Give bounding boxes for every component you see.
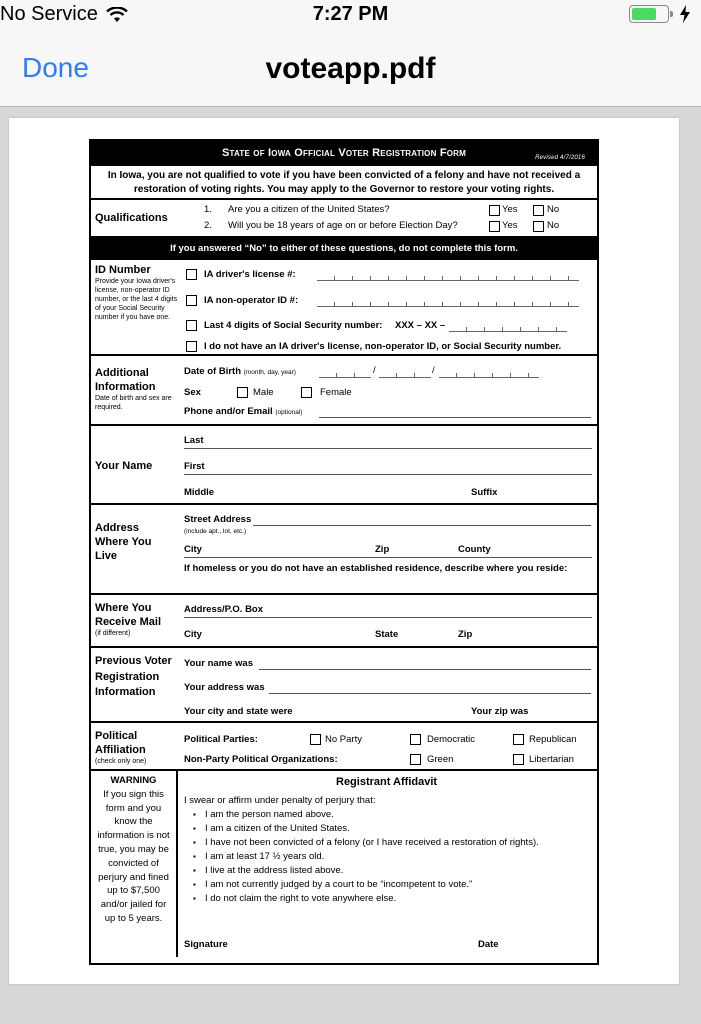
residence-label: Address Where You Live [95, 522, 152, 562]
affidavit-statement: ▪ I am a citizen of the United States. [205, 822, 539, 836]
no-id-label: I do not have an IA driver's license, non-operator ID, or Social Security number. [204, 341, 562, 352]
political-parties-label: Political Parties: [184, 734, 258, 745]
mailing-section [91, 595, 597, 648]
revised-date: Revised 4/7/2016 [535, 155, 585, 161]
previous-name-field[interactable] [259, 669, 591, 670]
previous-address-label: Your address was [184, 682, 265, 693]
affidavit-statement: ▪ I am not currently judged by a court to be “incompetent to vote.” [205, 878, 539, 892]
dob-label [184, 366, 296, 379]
previous-address-field[interactable] [269, 693, 591, 694]
mail-address-label: Address/P.O. Box [184, 604, 264, 615]
dob-slash-1: / [373, 365, 376, 376]
carrier-label: No Service [0, 3, 98, 25]
male-label: Male [253, 387, 274, 398]
ssn-prefix: XXX – XX – [395, 320, 446, 331]
pdf-page[interactable] [9, 118, 679, 984]
dob-slash-2: / [432, 365, 435, 376]
previous-zip-label: Your zip was [471, 706, 529, 717]
question-1-number: 1. [204, 204, 212, 215]
mail-zip-label: Zip [458, 629, 473, 640]
id-number-label [95, 263, 179, 322]
male-checkbox[interactable] [237, 387, 248, 398]
q2-no-label: No [547, 220, 560, 231]
female-checkbox[interactable] [301, 387, 312, 398]
additional-info-title: Additional Information [95, 367, 156, 393]
drivers-license-label: IA driver's license #: [204, 269, 296, 280]
felony-notice-line1: In Iowa, you are not qualified to vote if you have been convicted of a felony and have not received a [107, 170, 581, 181]
street-address-field[interactable] [253, 525, 591, 526]
affidavit-intro: I swear or affirm under penalty of perjury that: [184, 795, 376, 806]
street-address-label: Street Address [184, 514, 252, 525]
q1-no-label: No [547, 204, 560, 215]
democratic-label: Democratic [427, 734, 476, 745]
street-address-hint: (include apt., lot, etc.) [184, 528, 247, 535]
drivers-license-checkbox[interactable] [186, 269, 197, 280]
affidavit-statement: ▪ I am the person named above. [205, 808, 539, 822]
affidavit-statement: ▪ I am at least 17 ½ years old. [205, 850, 539, 864]
last-name-label: Last [184, 435, 204, 446]
first-name-label: First [184, 461, 205, 472]
affidavit-statement: ▪ I live at the address listed above. [205, 864, 539, 878]
perjury-warning [91, 771, 178, 957]
name-section [91, 426, 597, 505]
battery-group [629, 5, 691, 23]
no-id-checkbox[interactable] [186, 341, 197, 352]
residence-city-label: City [184, 544, 202, 555]
green-checkbox[interactable] [410, 754, 421, 765]
charging-bolt-icon [679, 5, 691, 23]
battery-icon [629, 5, 669, 23]
dob-month-field[interactable] [319, 373, 371, 378]
felony-notice-line2: restoration of voting rights. You may apply to the Governor to restore your voting rights. [133, 183, 555, 195]
date-label: Date [478, 939, 499, 950]
form-title: State of Iowa Official Voter Registration Form [221, 147, 467, 159]
ssn-checkbox[interactable] [186, 320, 197, 331]
felony-notice [91, 166, 597, 200]
additional-info-label [95, 366, 179, 412]
affidavit-statement: ▪ I do not claim the right to vote anywhere else. [205, 892, 539, 906]
sex-label: Sex [184, 387, 201, 398]
qualifications-section [91, 200, 597, 238]
warning-text: If you sign this form and you know the information is not true, you may be convicted of perjury and fined up to $7,500 and/or jailed for up to 5 years. [97, 788, 170, 924]
affidavit-statements [205, 808, 539, 906]
name-label: Your Name [95, 460, 153, 472]
question-1: Are you a citizen of the United States? [228, 204, 390, 215]
mail-state-label: State [375, 629, 399, 640]
warning-title: WARNING [110, 775, 157, 786]
city-zip-county-field[interactable] [184, 557, 592, 558]
mailing-title: Where You Receive Mail [95, 602, 162, 628]
form-title-bar [91, 141, 597, 166]
no-party-checkbox[interactable] [310, 734, 321, 745]
female-label: Female [320, 387, 352, 398]
republican-label: Republican [529, 734, 577, 745]
navigation-bar [0, 30, 701, 107]
non-party-orgs-label: Non-Party Political Organizations: [184, 754, 338, 765]
dob-title: Date of Birth [184, 366, 241, 377]
mail-address-field[interactable] [184, 617, 592, 618]
clock: 7:27 PM [312, 3, 389, 25]
previous-registration-section [91, 648, 597, 723]
signature-label: Signature [184, 939, 228, 950]
qualifications-label: Qualifications [95, 212, 168, 224]
affidavit-section [91, 771, 597, 957]
non-operator-id-field[interactable] [317, 302, 579, 307]
q2-yes-checkbox[interactable] [489, 221, 500, 232]
done-button[interactable]: Done [22, 52, 89, 83]
non-operator-id-checkbox[interactable] [186, 295, 197, 306]
phone-email-title: Phone and/or Email [184, 406, 273, 417]
document-title: voteapp.pdf [265, 52, 436, 85]
question-2-number: 2. [204, 220, 212, 231]
affidavit-statement: ▪ I have not been convicted of a felony (or I have received a restoration of rights). [205, 836, 539, 850]
eligibility-warning: If you answered “No” to either of these questions, do not complete this form. [170, 243, 518, 254]
first-name-field[interactable] [184, 474, 592, 475]
dob-day-field[interactable] [379, 373, 431, 378]
eligibility-warning-bar [91, 238, 597, 260]
libertarian-checkbox[interactable] [513, 754, 524, 765]
ssn-field[interactable] [449, 327, 567, 332]
previous-registration-label: Previous Voter Registration Information [95, 655, 172, 698]
homeless-label: If homeless or you do not have an established residence, describe where you reside: [184, 563, 568, 574]
affidavit-title: Registrant Affidavit [336, 776, 438, 788]
id-number-help: Provide your Iowa driver's license, non-operator ID number, or the last 4 digits of your Social Security number if you have one. [95, 278, 178, 321]
id-number-title: ID Number [95, 264, 151, 276]
republican-checkbox[interactable] [513, 734, 524, 745]
democratic-checkbox[interactable] [410, 734, 421, 745]
q2-no-checkbox[interactable] [533, 221, 544, 232]
mailing-help: (if different) [95, 630, 131, 637]
mail-city-label: City [184, 629, 202, 640]
phone-email-field[interactable] [319, 417, 591, 418]
political-affiliation-label [95, 729, 175, 766]
q1-yes-checkbox[interactable] [489, 205, 500, 216]
no-party-label: No Party [325, 734, 362, 745]
q2-yes-label: Yes [502, 220, 518, 231]
political-affiliation-section [91, 723, 597, 771]
suffix-label: Suffix [471, 487, 498, 498]
residence-zip-label: Zip [375, 544, 390, 555]
libertarian-label: Libertarian [529, 754, 574, 765]
voter-registration-form [89, 139, 599, 965]
mailing-label [95, 601, 175, 638]
status-bar [0, 0, 701, 30]
additional-info-help: Date of birth and sex are required. [95, 395, 172, 411]
non-operator-id-label: IA non-operator ID #: [204, 295, 299, 306]
residence-section [91, 505, 597, 595]
green-label: Green [427, 754, 454, 765]
previous-name-label: Your name was [184, 658, 253, 669]
drivers-license-field[interactable] [317, 276, 579, 281]
political-affiliation-help: (check only one) [95, 758, 147, 765]
phone-email-optional: (optional) [275, 409, 303, 416]
previous-city-state-label: Your city and state were [184, 706, 293, 717]
middle-name-label: Middle [184, 487, 215, 498]
phone-email-label [184, 406, 302, 419]
last-name-field[interactable] [184, 448, 592, 449]
additional-info-section [91, 356, 597, 426]
id-number-section [91, 260, 597, 356]
q1-no-checkbox[interactable] [533, 205, 544, 216]
residence-county-label: County [458, 544, 491, 555]
dob-hint: (month, day, year) [243, 369, 296, 376]
question-2: Will you be 18 years of age on or before Election Day? [228, 220, 458, 231]
political-affiliation-title: Political Affiliation [95, 730, 146, 756]
dob-year-field[interactable] [439, 373, 539, 378]
q1-yes-label: Yes [502, 204, 518, 215]
ssn-label: Last 4 digits of Social Security number: [204, 320, 383, 331]
